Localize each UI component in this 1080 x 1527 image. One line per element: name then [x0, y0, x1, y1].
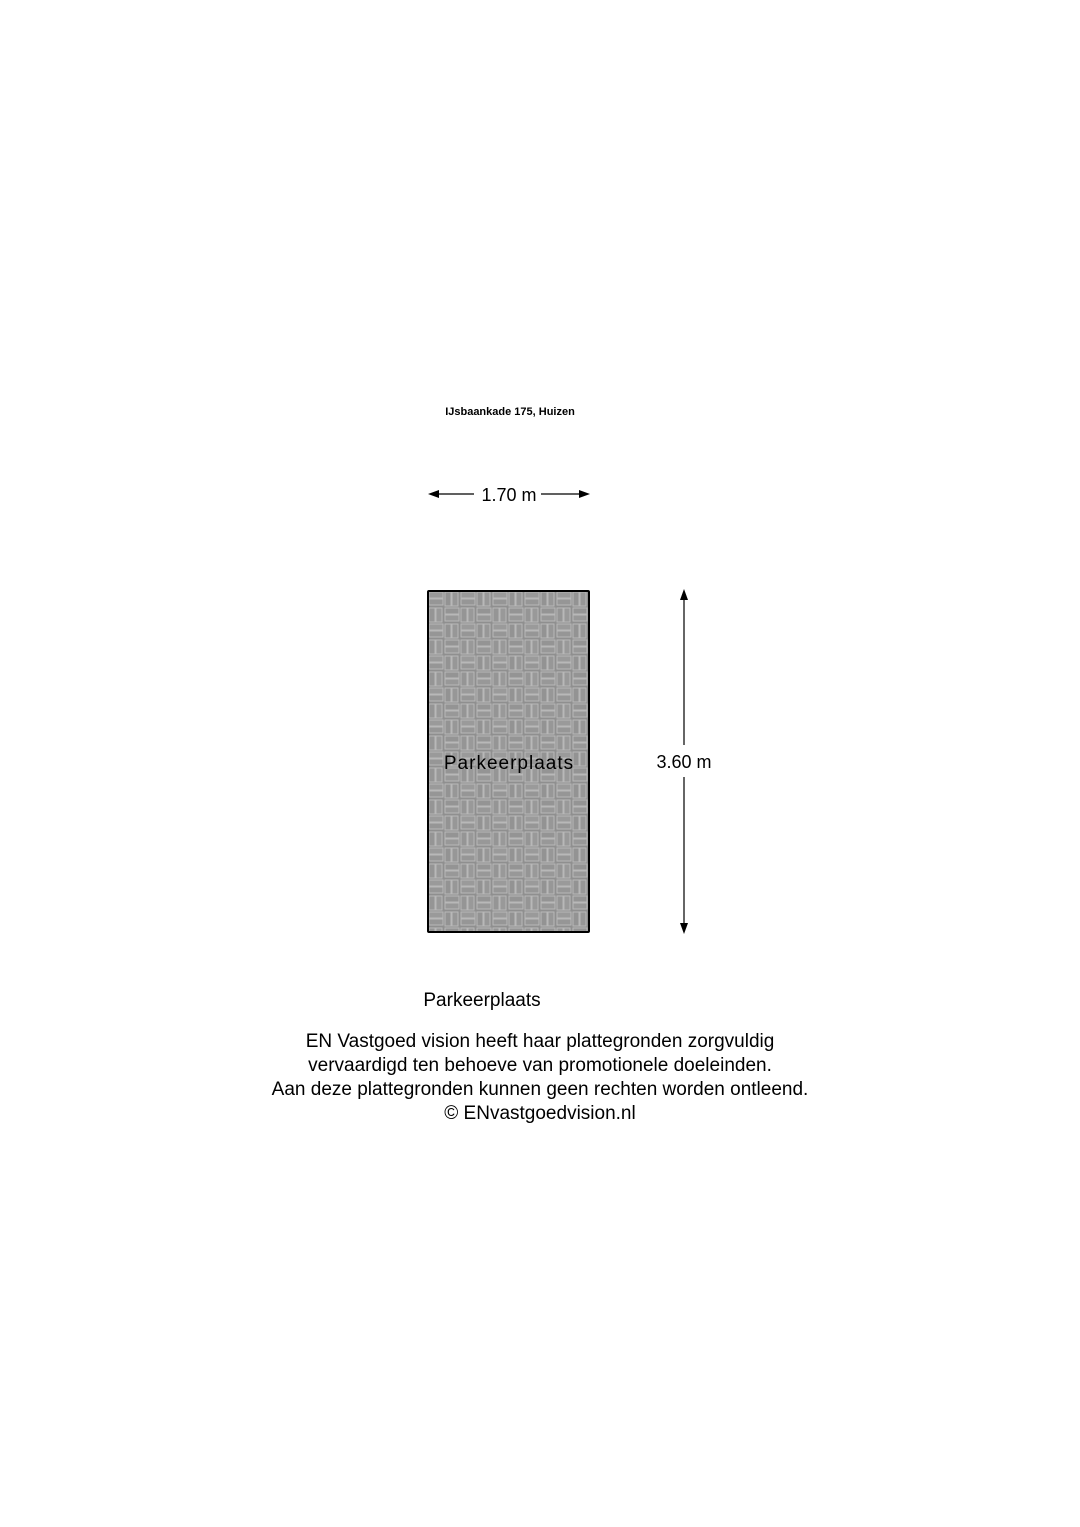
- floor-name-caption: Parkeerplaats: [423, 990, 541, 1011]
- depth-dimension: [656, 589, 711, 934]
- disclaimer-line: Aan deze plattegronden kunnen geen rechten worden ontleend.: [271, 1079, 809, 1100]
- width-label: 1.70 m: [481, 485, 537, 505]
- copyright-line: © ENvastgoedvision.nl: [444, 1103, 636, 1124]
- disclaimer-text: [0, 1030, 1080, 1126]
- address-title: IJsbaankade 175, Huizen: [445, 406, 575, 418]
- disclaimer-line: vervaardigd ten behoeve van promotionele doeleinden.: [308, 1055, 772, 1076]
- parking-area: [428, 591, 589, 932]
- width-dimension: [428, 485, 590, 505]
- room-label: Parkeerplaats: [443, 753, 575, 774]
- depth-label: 3.60 m: [656, 752, 712, 772]
- disclaimer-line: EN Vastgoed vision heeft haar plattegronden zorgvuldig: [305, 1031, 775, 1052]
